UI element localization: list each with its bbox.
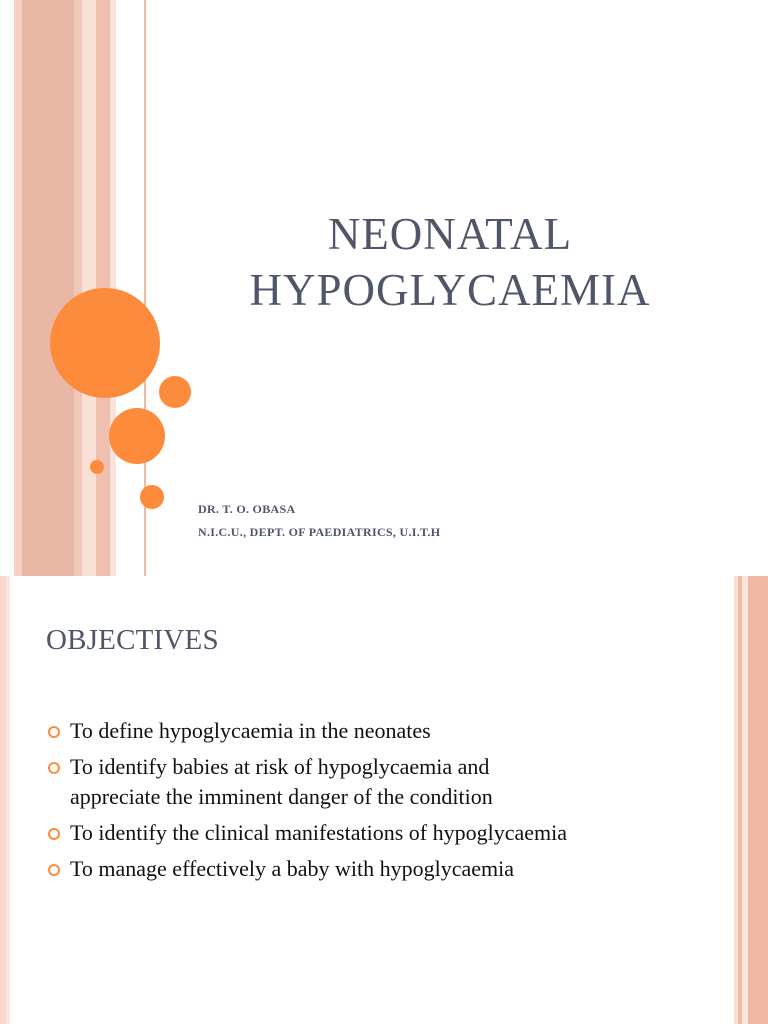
list-item-text: To define hypoglycaemia in the neonates — [70, 718, 431, 743]
decorative-circle-small — [159, 376, 191, 408]
bullet-ring-icon — [48, 726, 60, 738]
list-item — [46, 854, 706, 884]
decorative-circle-medium — [109, 408, 165, 464]
decorative-circle-tiny — [90, 460, 104, 474]
list-item-text-continued: appreciate the imminent danger of the condition — [70, 784, 493, 809]
list-item — [46, 818, 706, 848]
list-item — [46, 716, 706, 746]
decorative-stripe — [74, 0, 82, 576]
slide-title-line: NEONATAL — [327, 209, 573, 259]
decorative-circle-small — [140, 485, 164, 509]
objectives-slide — [0, 576, 768, 1024]
slide-title — [210, 206, 690, 318]
list-item-text: To identify the clinical manifestations of hypoglycaemia — [70, 820, 567, 845]
list-item-text: To manage effectively a baby with hypoglycaemia — [70, 856, 514, 881]
bullet-ring-icon — [48, 762, 60, 774]
objectives-heading: OBJECTIVES — [46, 624, 219, 656]
slide-title-line: HYPOGLYCAEMIA — [249, 265, 651, 315]
author-affiliation: N.I.C.U., DEPT. OF PAEDIATRICS, U.I.T.H — [198, 525, 441, 539]
list-item-text: To identify babies at risk of hypoglycaemia and — [70, 754, 490, 779]
decorative-stripe — [6, 576, 10, 1024]
bullet-ring-icon — [48, 828, 60, 840]
decorative-circle-large — [50, 288, 160, 398]
decorative-stripe — [748, 576, 768, 1024]
decorative-stripe — [14, 0, 22, 576]
bullet-ring-icon — [48, 864, 60, 876]
objectives-list — [46, 716, 706, 890]
author-block — [198, 498, 440, 544]
decorative-stripe — [22, 0, 74, 576]
list-item — [46, 752, 706, 812]
author-name: DR. T. O. OBASA — [198, 502, 296, 516]
